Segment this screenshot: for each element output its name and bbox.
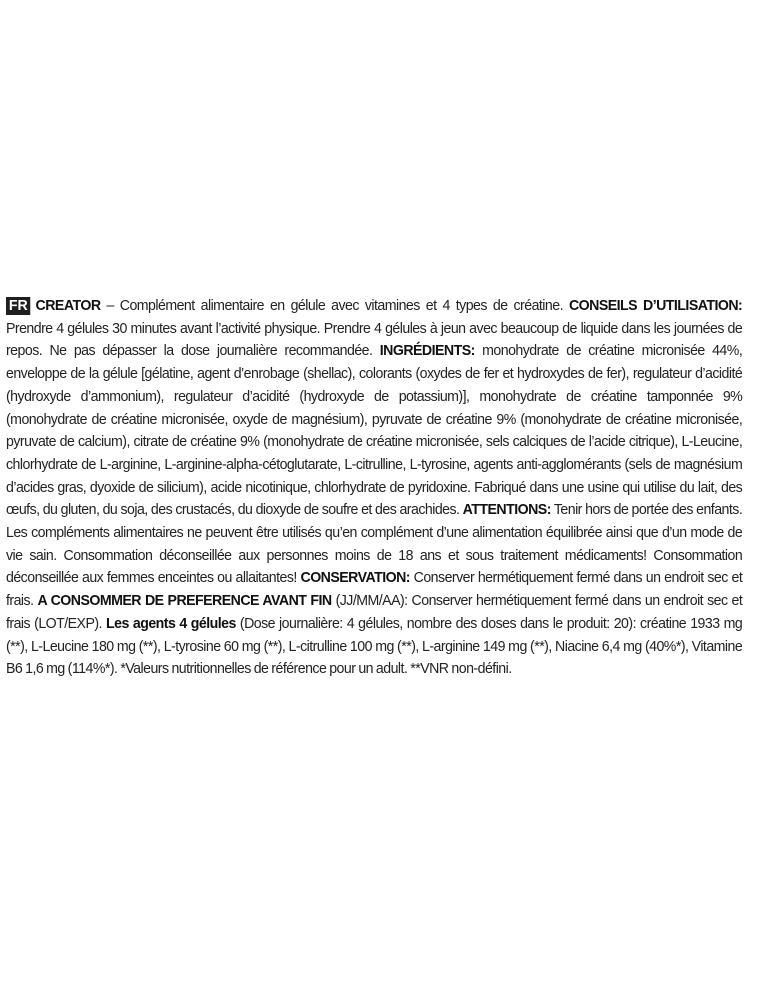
active-agents-heading: Les agents 4 gélules <box>106 615 236 632</box>
best-before-heading: A CONSOMMER DE PREFERENCE AVANT FIN <box>37 593 332 610</box>
ingredients-text: monohydrate de créatine micronisée 44%, enveloppe de la gélule [gélatine, agent d’enrobage (shellac), colorants (oxydes de fer et hydroxydes de fer), regulateur d’acidité (hydroxyde d’ammonium), regulateur d’acidité (hydroxyde de potassium)], monohydrate de créatine tamponnée 9% (monohydrate de créatine micronisée, oxyde de magnésium), pyruvate de créatine 9% (monohydrate de créatine micronisée, pyruvate de calcium), citrate de créatine 9% (monohydrate de créatine micronisée, sels calciques de l’acide citrique), L-Leucine, chlorhydrate de L-arginine, L-arginine-alpha-cétoglutarate, L-citrulline, L-tyrosine, agents anti-agglomérants (sels de magnésium d’acides gras, dyoxide de silicium), acide nicotinique, chlorhydrate de pyridoxine. Fabriqué dans une usine qui utilise du lait, des œufs, du gluten, du soja, des crustacés, du dioxyde de soufre et des arachides. <box>6 343 743 519</box>
storage-text: Conserver hermétiquement fermé dans un endroit sec et frais. <box>6 570 743 610</box>
usage-heading: CONSEILS D’UTILISATION: <box>568 298 743 314</box>
warnings-heading: ATTENTIONS: <box>462 502 551 519</box>
ingredients-heading: INGRÉDIENTS: <box>379 343 475 360</box>
usage-text: Prendre 4 gélules 30 minutes avant l’activité physique. Prendre 4 gélules à jeun avec beaucoup de liquide dans les journées de repos. Ne pas dépasser la dose journalière recommandée. <box>6 320 743 360</box>
product-name: CREATOR <box>35 298 101 314</box>
product-label-text <box>6 295 742 681</box>
warnings-text: Tenir hors de portée des enfants. Les compléments alimentaires ne peuvent être utilisés qu’en complément d’une alimentation équilibrée ainsi que d’un mode de vie sain. Consommation déconseillée aux personnes moins de 18 ans et sous traitement médicaments! Consommation déconseillée aux femmes enceintes ou allaitantes! <box>6 502 743 587</box>
active-agents-text: (Dose journalière: 4 gélules, nombre des doses dans le produit: 20): créatine 1933 mg (**), L-Leucine 180 mg (**), L-tyrosine 60 mg (**), L-citrulline 100 mg (**), L-arginine 149 mg (**), Niacine 6,4 mg (40%*), Vitamine B6 1,6 mg (114%*). *Valeurs nutritionnelles de référence pour un adult. **VNR non-défini. <box>6 615 743 678</box>
language-badge: FR <box>6 297 31 315</box>
best-before-text: (JJ/MM/AA): Conserver hermétiquement fermé dans un endroit sec et frais (LOT/EXP). <box>6 593 743 632</box>
storage-heading: CONSERVATION: <box>300 570 410 587</box>
product-intro: – Complément alimentaire en gélule avec vitamines et 4 types de créatine. <box>100 298 569 314</box>
